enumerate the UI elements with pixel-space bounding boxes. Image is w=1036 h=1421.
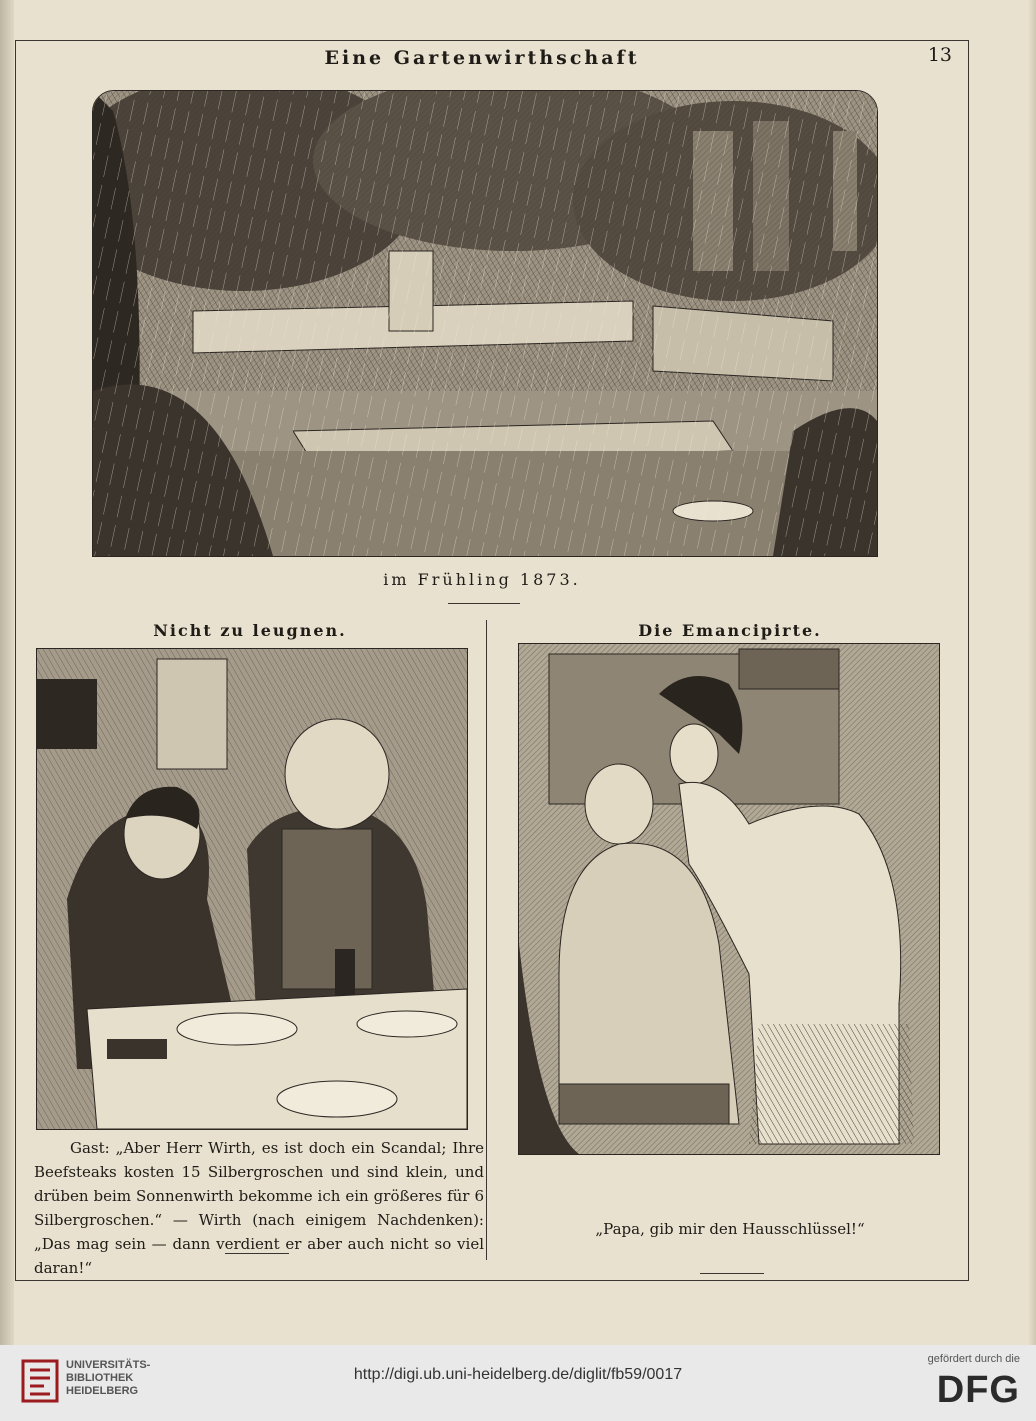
tavern-caption-text: Gast: „Aber Herr Wirth, es ist doch ein Scandal; Ihre Beefsteaks kosten 15 Silbergroschen und sind klein, und drüben beim Sonnenwirth bekomme ich ein größeres für 6 Silbergroschen.“ — Wirth (nach einigem Nachdenken): „Das mag sein — dann verdient er aber auch nicht so viel daran!“: [34, 1139, 484, 1277]
page-title: Eine Gartenwirthschaft: [324, 47, 640, 69]
viewer-footer: [0, 1345, 1036, 1421]
daughter-caption: „Papa, gib mir den Hausschlüssel!“: [595, 1220, 865, 1238]
library-name-line2: BIBLIOTHEK: [66, 1372, 134, 1384]
garden-engraving: [92, 90, 878, 557]
library-name-line3: HEIDELBERG: [66, 1385, 139, 1397]
column-divider: [486, 620, 487, 1260]
page-spine-shadow: [0, 0, 14, 1345]
funding-note: gefördert durch die: [927, 1353, 1020, 1365]
daughter-engraving: [518, 643, 940, 1155]
library-name-line1: UNIVERSITÄTS-: [66, 1359, 151, 1371]
caption-rule: [448, 603, 520, 604]
garden-caption: im Frühling 1873.: [383, 570, 581, 589]
right-cartoon-title: Die Emancipirte.: [638, 621, 822, 640]
dfg-logo: DFG: [936, 1369, 1020, 1411]
page-edge-shadow: [1028, 0, 1036, 1345]
tavern-engraving: [36, 648, 468, 1130]
tavern-caption: [34, 1136, 484, 1280]
page-number: 13: [927, 44, 952, 66]
left-caption-rule: [225, 1253, 289, 1254]
left-cartoon-title: Nicht zu leugnen.: [153, 621, 347, 640]
document-url-link[interactable]: http://digi.ub.uni-heidelberg.de/diglit/fb59/0017: [353, 1366, 683, 1383]
right-caption-rule: [700, 1273, 764, 1274]
